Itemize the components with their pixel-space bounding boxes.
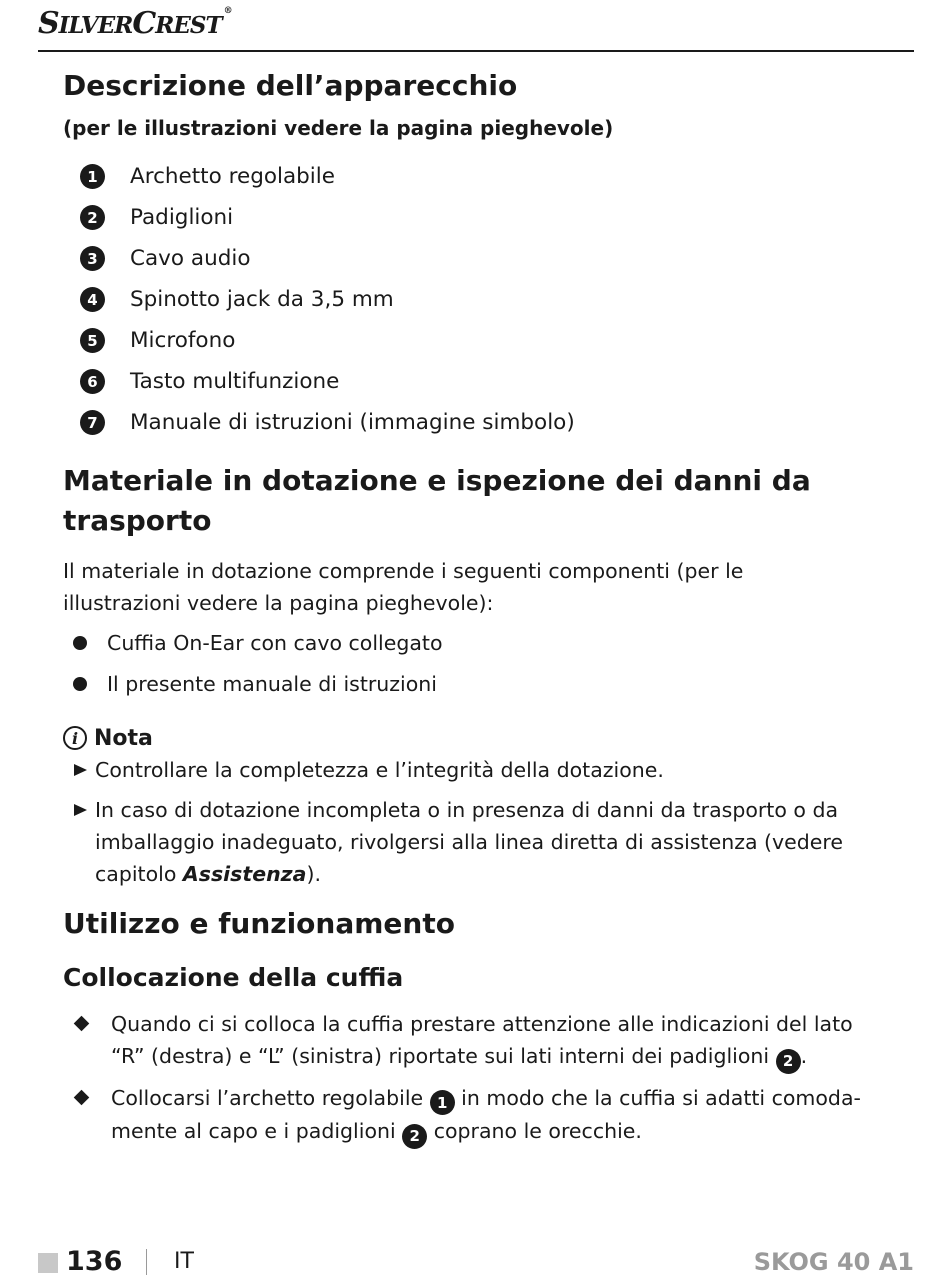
list-item: Collocarsi l’archetto regolabile 1 in modo che la cuffia si adatti comodamente al capo e i padiglioni 2 coprano le orecchie. bbox=[63, 1082, 863, 1149]
number-badge: 4 bbox=[80, 287, 105, 312]
section-subtitle: (per le illustrazioni vedere la pagina pieghevole) bbox=[63, 116, 614, 140]
chapter-reference: Assistenza bbox=[182, 862, 307, 886]
delivery-list bbox=[63, 627, 863, 700]
list-item: Il presente manuale di istruzioni bbox=[63, 668, 863, 700]
section-subtitle-placement: Collocazione della cuffia bbox=[63, 963, 404, 992]
page-footer bbox=[38, 1244, 914, 1280]
page-header bbox=[38, 4, 914, 52]
diamond-bullet-icon bbox=[74, 1089, 90, 1105]
bullet-icon bbox=[73, 677, 87, 691]
parts-list bbox=[63, 156, 863, 443]
list-item: 6 Tasto multifunzione bbox=[80, 361, 863, 402]
note-list bbox=[63, 754, 863, 890]
bullet-icon bbox=[73, 636, 87, 650]
number-badge: 1 bbox=[80, 164, 105, 189]
number-badge: 2 bbox=[776, 1049, 801, 1074]
delivery-intro: Il materiale in dotazione comprende i seguenti componenti (per le illustrazioni vedere la pagina pieghevole): bbox=[63, 559, 744, 615]
list-item: 5 Microfono bbox=[80, 320, 863, 361]
list-item: Quando ci si colloca la cuffia prestare attenzione alle indicazioni del lato “R” (destra) e “L” (sinistra) riportate sui lati interni dei padiglioni 2 . bbox=[63, 1008, 863, 1074]
footer-square-icon bbox=[38, 1253, 58, 1273]
number-badge: 6 bbox=[80, 369, 105, 394]
list-item: Controllare la completezza e l’integrità della dotazione. bbox=[63, 754, 863, 786]
section-title-usage: Utilizzo e funzionamento bbox=[63, 907, 455, 940]
note-heading: i Nota bbox=[63, 722, 863, 754]
list-item: Cuffia On-Ear con cavo collegato bbox=[63, 627, 863, 659]
number-badge: 7 bbox=[80, 410, 105, 435]
footer-divider bbox=[146, 1249, 147, 1275]
section-title-description: Descrizione dell’apparecchio bbox=[63, 69, 518, 102]
number-badge: 2 bbox=[402, 1124, 427, 1149]
diamond-bullet-icon bbox=[74, 1016, 90, 1032]
arrow-right-icon bbox=[74, 764, 87, 776]
language-code: IT bbox=[174, 1249, 194, 1274]
list-item: 7 Manuale di istruzioni (immagine simbolo) bbox=[80, 402, 863, 443]
list-item: 2 Padiglioni bbox=[80, 197, 863, 238]
usage-list bbox=[63, 1008, 863, 1149]
number-badge: 1 bbox=[430, 1090, 455, 1115]
page-number: 136 bbox=[66, 1246, 123, 1277]
brand-logo: SILVERCREST® bbox=[38, 6, 232, 41]
list-item: In caso di dotazione incompleta o in presenza di danni da trasporto o da imballaggio inadeguato, rivolgersi alla linea diretta di assistenza (vedere capitolo Assistenza). bbox=[63, 794, 863, 890]
number-badge: 2 bbox=[80, 205, 105, 230]
model-name: SKOG 40 A1 bbox=[753, 1248, 914, 1276]
list-item: 1 Archetto regolabile bbox=[80, 156, 863, 197]
section-title-delivery: Materiale in dotazione e ispezione dei danni da trasporto bbox=[63, 464, 811, 537]
list-item: 3 Cavo audio bbox=[80, 238, 863, 279]
page-content bbox=[63, 66, 863, 1157]
arrow-right-icon bbox=[74, 804, 87, 816]
info-icon: i bbox=[63, 726, 87, 750]
number-badge: 3 bbox=[80, 246, 105, 271]
number-badge: 5 bbox=[80, 328, 105, 353]
list-item: 4 Spinotto jack da 3,5 mm bbox=[80, 279, 863, 320]
